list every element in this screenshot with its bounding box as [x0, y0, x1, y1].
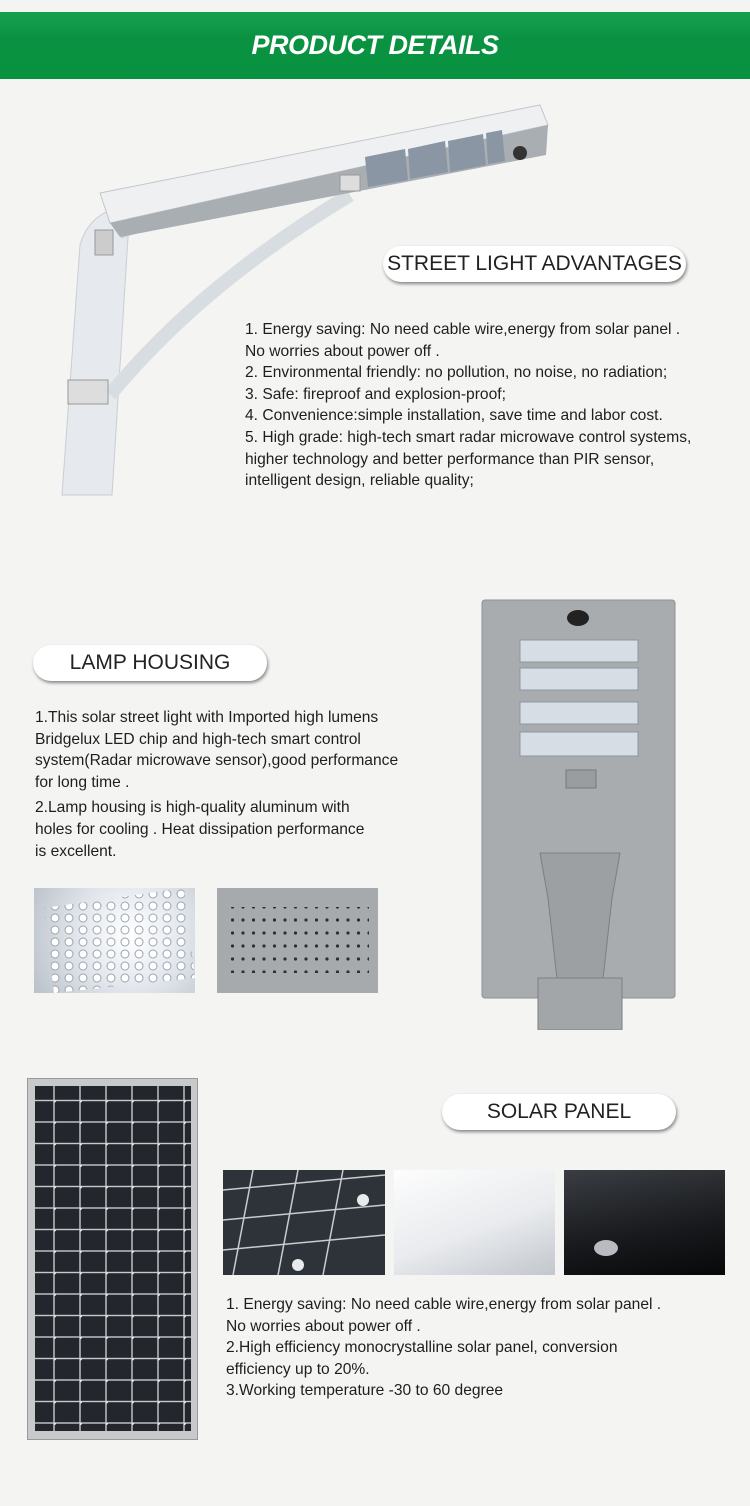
list-line: 5. High grade: high-tech smart radar microwave control systems, [245, 428, 692, 446]
solar-panel-heading [442, 1094, 676, 1130]
list-line: 4. Convenience:simple installation, save time and labor cost. [245, 407, 663, 425]
panel-back-photo [564, 1170, 725, 1275]
heading-text: LAMP HOUSING [69, 651, 231, 674]
led-chip-photo [34, 888, 195, 993]
advantages-list [245, 319, 691, 492]
list-line: 2. Environmental friendly: no pollution, no noise, no radiation; [245, 364, 668, 382]
list-line: 3.Working temperature -30 to 60 degree [226, 1382, 504, 1400]
list-line: is excellent. [35, 842, 117, 860]
street-light-advantages-heading [383, 246, 686, 282]
lamp-housing-text [35, 707, 398, 862]
aluminum-frame-photo [394, 1170, 555, 1275]
solar-panel-text [226, 1294, 661, 1402]
list-line: 1. Energy saving: No need cable wire,energy from solar panel . [226, 1296, 662, 1313]
cooling-holes-photo [217, 888, 378, 993]
list-line: holes for cooling . Heat dissipation performance [35, 820, 365, 838]
list-line: higher technology and better performance than PIR sensor, [245, 450, 655, 468]
header-banner [0, 12, 750, 79]
list-line: 3. Safe: fireproof and explosion-proof; [245, 385, 506, 403]
lamp-housing-image [480, 598, 677, 1030]
list-line: No worries about power off . [226, 1317, 421, 1335]
heading-text: STREET LIGHT ADVANTAGES [387, 252, 682, 275]
list-line: 2.High efficiency monocrystalline solar panel, conversion [226, 1339, 618, 1357]
list-line: 1. Energy saving: No need cable wire,energy from solar panel . [245, 321, 681, 338]
list-line: No worries about power off . [245, 342, 440, 360]
list-line: 1.This solar street light with Imported high lumens [35, 709, 379, 726]
lamp-housing-heading [33, 645, 267, 681]
list-line: efficiency up to 20%. [226, 1360, 370, 1378]
heading-text: SOLAR PANEL [486, 1100, 632, 1123]
list-line: intelligent design, reliable quality; [245, 472, 474, 490]
list-line: 2.Lamp housing is high-quality aluminum with [35, 799, 350, 817]
solar-cell-closeup-photo [223, 1170, 385, 1275]
list-line: Bridgelux LED chip and high-tech smart control [35, 730, 361, 748]
solar-panel-image [27, 1078, 198, 1440]
page-title: PRODUCT DETAILS [251, 30, 499, 60]
list-line: system(Radar microwave sensor),good performance [35, 752, 399, 770]
list-line: for long time . [35, 773, 130, 791]
